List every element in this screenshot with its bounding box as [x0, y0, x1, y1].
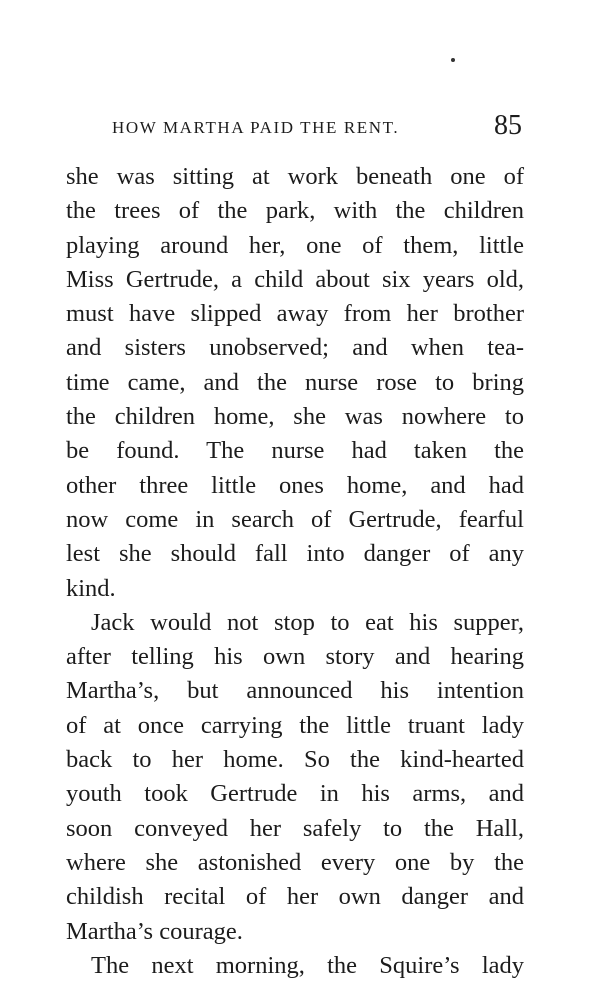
text-line: back to her home. So the kind-hearted	[66, 746, 524, 774]
text-line: she was sitting at work beneath one of	[66, 163, 524, 190]
text-line: childish recital of her own danger and	[66, 883, 524, 911]
text-line: now come in search of Gertrude, fearful	[66, 505, 524, 533]
text-line: the trees of the park, with the children	[66, 197, 524, 225]
text-line: after telling his own story and hearing	[66, 643, 524, 671]
text-line: lest she should fall into danger of any	[66, 540, 524, 568]
text-line: where she astonished every one by the	[66, 848, 524, 876]
running-head	[112, 110, 522, 146]
running-title: HOW MARTHA PAID THE RENT.	[112, 118, 400, 137]
text-line: the children home, she was nowhere to	[66, 403, 524, 431]
text-line: Miss Gertrude, a child about six years old,	[66, 265, 524, 293]
text-line: youth took Gertrude in his arms, and	[66, 780, 524, 808]
text-line: Martha’s, but announced his intention	[66, 677, 524, 705]
paragraph-first-line: Jack would not stop to eat his supper,	[91, 608, 524, 636]
body-text	[66, 160, 524, 983]
text-line: be found. The nurse had taken the	[66, 437, 524, 465]
text-line: of at once carrying the little truant lady	[66, 711, 524, 739]
text-line: kind.	[66, 574, 116, 602]
page-number: 85	[494, 110, 522, 141]
paragraph-first-line: The next morning, the Squire’s lady	[91, 951, 524, 979]
text-line: and sisters unobserved; and when tea-	[66, 334, 524, 362]
text-line: Martha’s courage.	[66, 917, 243, 945]
ink-speck	[451, 58, 455, 62]
text-line: soon conveyed her safely to the Hall,	[66, 814, 524, 842]
text-line: time came, and the nurse rose to bring	[66, 368, 524, 396]
text-line: must have slipped away from her brother	[66, 300, 524, 328]
text-line: playing around her, one of them, little	[66, 231, 524, 259]
text-line: other three little ones home, and had	[66, 471, 524, 499]
